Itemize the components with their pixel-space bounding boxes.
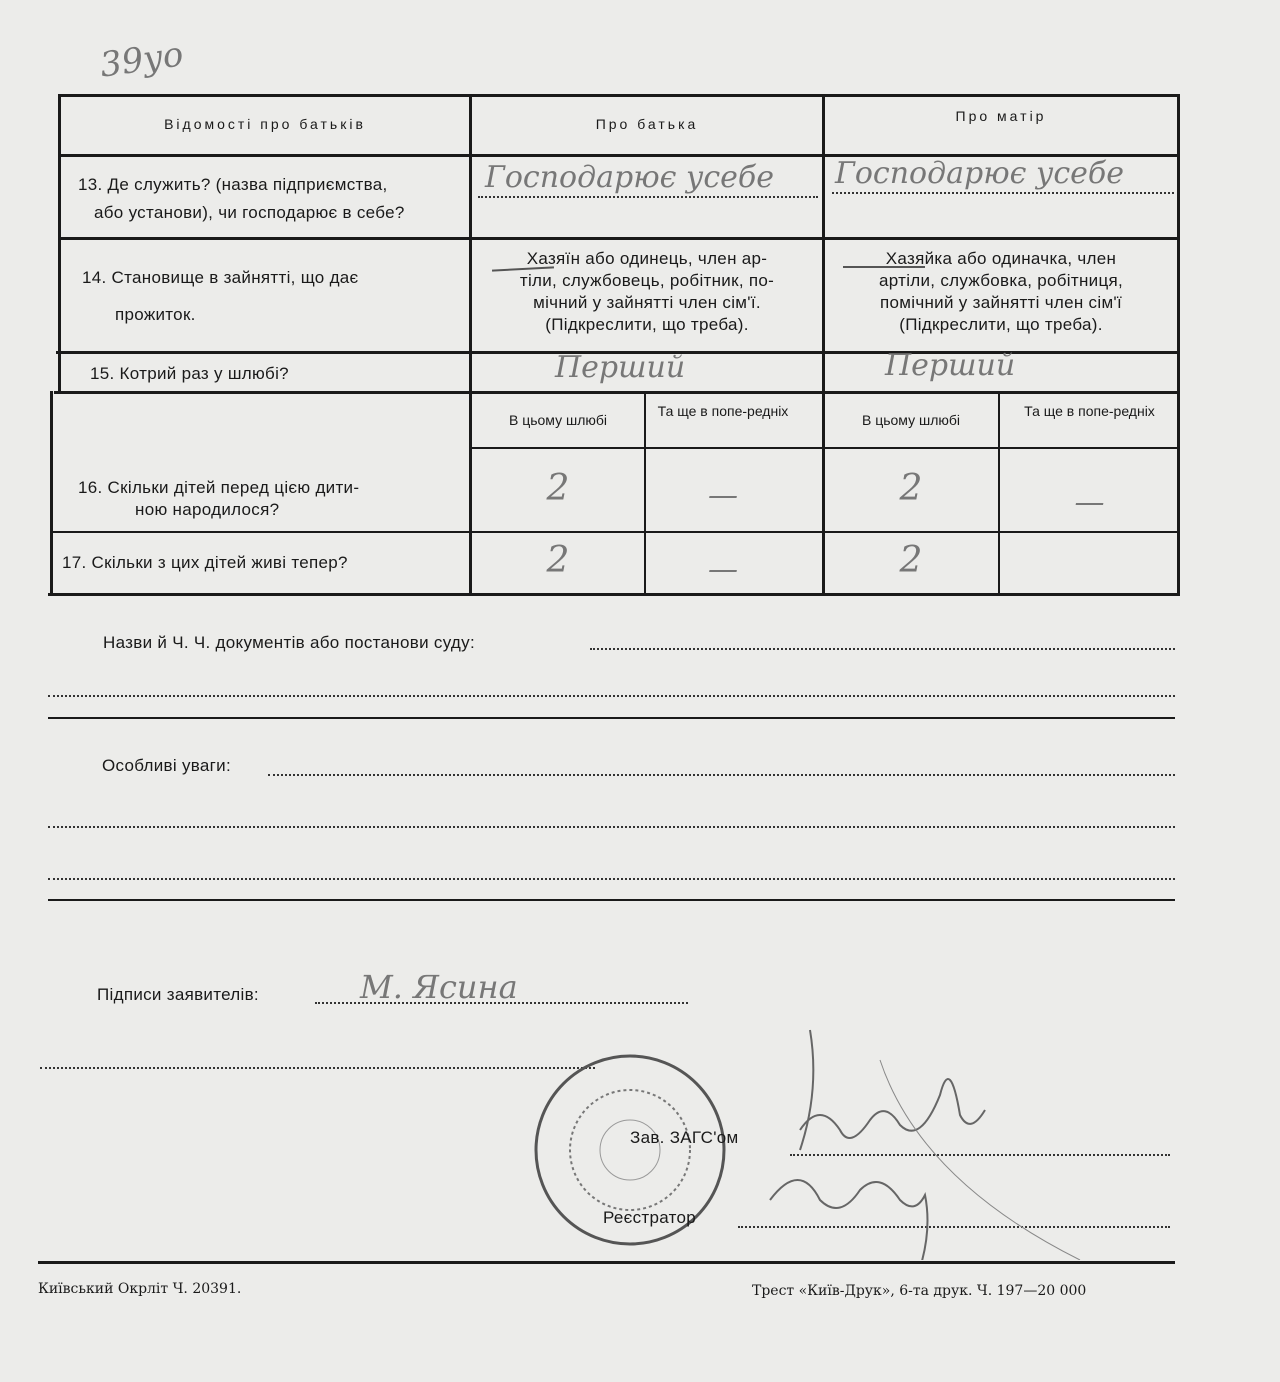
remarks-label: Особливі уваги: — [102, 756, 232, 775]
footer-divider — [38, 1261, 1175, 1264]
mother-option-line: помічний у зайнятті член сім'ї — [880, 293, 1122, 312]
row16-label: 16. Скільки дітей перед цією дити- — [78, 478, 360, 497]
table-border — [58, 94, 61, 394]
table-border — [50, 391, 53, 596]
official-signatures — [730, 1020, 1090, 1260]
row17-value: 2 — [546, 540, 570, 581]
row16-value: 2 — [899, 468, 923, 509]
row-divider — [470, 447, 1180, 449]
table-border — [48, 593, 1180, 596]
row15-label: 15. Котрий раз у шлюбі? — [90, 364, 289, 383]
signatures-label: Підписи заявителів: — [97, 985, 259, 1004]
column-divider — [469, 94, 472, 596]
row16-value: 2 — [546, 468, 570, 509]
fill-line — [832, 192, 1174, 194]
remarks-field[interactable] — [268, 774, 1175, 776]
father-option-line: мічний у зайнятті член сім'ї. — [533, 293, 761, 312]
row13-label: 13. Де служить? (назва підприємства, — [78, 175, 388, 194]
remarks-field-line3[interactable] — [48, 878, 1175, 880]
row17-value: — — [708, 552, 738, 587]
column-divider — [644, 391, 646, 596]
mother-option-line: (Підкреслити, що треба). — [899, 315, 1103, 334]
row14-label-cont: прожиток. — [115, 305, 196, 324]
row15-mother-value: Перший — [885, 348, 1016, 383]
header-father: Про батька — [595, 116, 699, 132]
header-parents-info: Відомості про батьків — [164, 116, 366, 132]
row13-label-cont: або установи), чи господарює в себе? — [94, 203, 405, 222]
row14-label: 14. Становище в зайнятті, що дає — [82, 268, 359, 287]
underline-mark — [843, 266, 925, 268]
row17-value: 2 — [899, 540, 923, 581]
column-divider — [822, 94, 825, 596]
section-divider — [48, 899, 1175, 901]
header-mother: Про матір — [955, 108, 1047, 124]
column-divider — [998, 391, 1000, 596]
table-border — [60, 94, 1180, 97]
row16-value: — — [1074, 485, 1105, 520]
footer-right: Трест «Київ-Друк», 6-та друк. Ч. 197—20 000 — [752, 1283, 1087, 1299]
row-divider — [54, 391, 1180, 394]
father-option-line: (Підкреслити, що треба). — [545, 315, 749, 334]
mother-option-line: Хазяйка або одиначка, член — [885, 249, 1117, 268]
remarks-field-line2[interactable] — [48, 826, 1175, 828]
footer-left: Київський Окрліт Ч. 20391. — [38, 1281, 242, 1297]
table-border — [1177, 94, 1180, 596]
row13-mother-value: Господарює усебе — [835, 156, 1124, 191]
subheader-mother-previous: Та ще в попе-редніх — [1024, 403, 1155, 419]
row-divider — [52, 531, 1180, 533]
documents-field[interactable] — [590, 648, 1175, 650]
father-option-line: Хазяїн або одинець, член ар- — [526, 249, 768, 268]
row13-father-value: Господарює усебе — [485, 160, 774, 195]
signatures-field-line2[interactable] — [40, 1067, 595, 1069]
row16-label-cont: ною народилося? — [135, 500, 280, 519]
applicant-signature: М. Ясина — [360, 968, 518, 1006]
margin-note: 39уо — [97, 34, 186, 86]
row15-father-value: Перший — [555, 350, 686, 385]
row16-value: — — [708, 478, 738, 513]
row17-label: 17. Скільки з цих дітей живі тепер? — [62, 553, 348, 572]
section-divider — [48, 717, 1175, 719]
documents-label: Назви й Ч. Ч. документів або постанови суду: — [103, 633, 475, 652]
head-label: Зав. ЗАГС'ом — [630, 1128, 739, 1147]
registrar-label: Реєстратор — [603, 1208, 697, 1227]
mother-option-line: артіли, службовка, робітниця, — [878, 271, 1124, 290]
fill-line — [478, 196, 818, 198]
subheader-father-previous: Та ще в попе-редніх — [657, 403, 789, 419]
documents-field-line2[interactable] — [48, 695, 1175, 697]
subheader-mother-this: В цьому шлюбі — [861, 412, 961, 428]
row-divider — [58, 237, 1180, 240]
subheader-father-this: В цьому шлюбі — [508, 412, 608, 428]
father-option-line: тіли, службовець, робітник, по- — [519, 271, 775, 290]
